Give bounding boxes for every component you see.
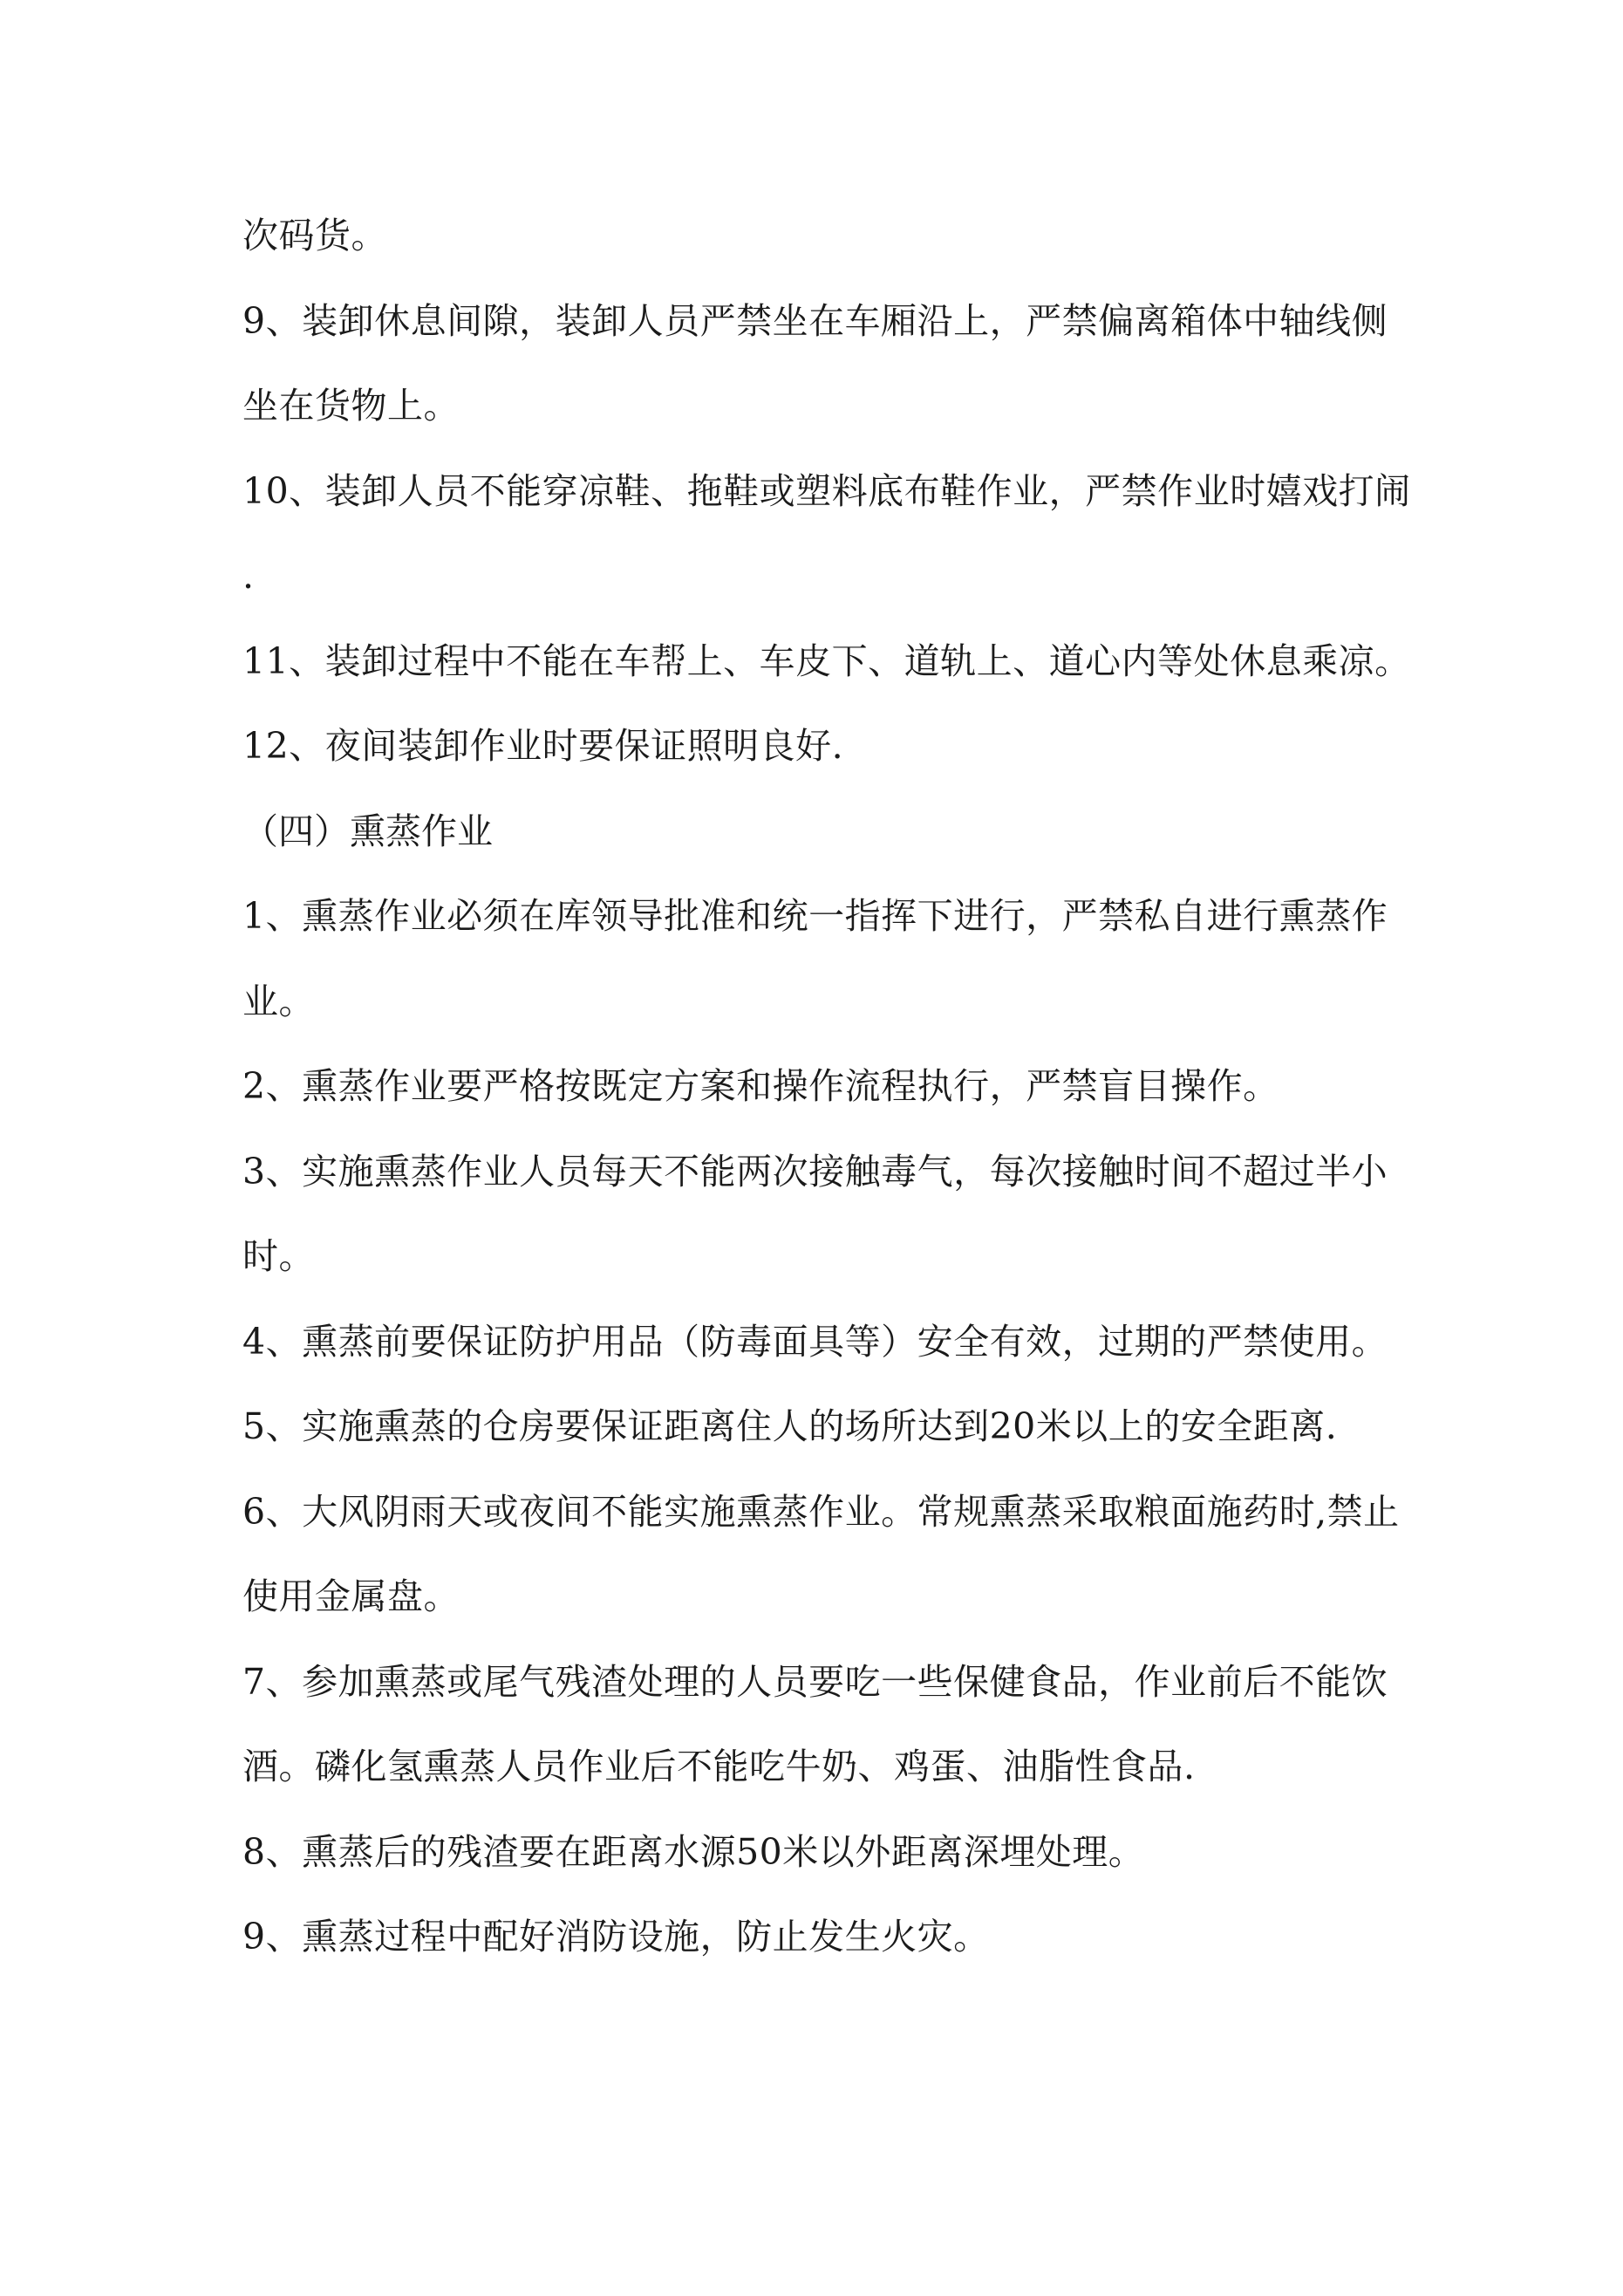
- text-line: 12、夜间装卸作业时要保证照明良好.: [242, 725, 844, 767]
- text-line: 次码货。: [242, 215, 387, 256]
- text-line: 5、实施熏蒸的仓房要保证距离住人的场所达到20米以上的安全距离.: [242, 1405, 1338, 1447]
- text-line: 1、熏蒸作业必须在库领导批准和统一指挥下进行，严禁私自进行熏蒸作: [242, 895, 1388, 937]
- text-line: 7、参加熏蒸或尾气残渣处理的人员要吃一些保健食品，作业前后不能饮: [242, 1660, 1388, 1703]
- text-line: 9、熏蒸过程中配好消防设施，防止发生火灾。: [242, 1916, 990, 1958]
- text-line: 坐在货物上。: [242, 385, 460, 427]
- text-line: 使用金属盘。: [242, 1575, 460, 1617]
- body-text: [242, 194, 1411, 1980]
- text-line: 3、实施熏蒸作业人员每天不能两次接触毒气，每次接触时间不超过半小: [242, 1150, 1388, 1192]
- text-line: 11、装卸过程中不能在车帮上、车皮下、道轨上、道心内等处休息乘凉。: [242, 639, 1411, 682]
- section-heading: （四）熏蒸作业: [242, 810, 493, 852]
- text-line: 4、熏蒸前要保证防护用品（防毒面具等）安全有效，过期的严禁使用。: [242, 1320, 1388, 1363]
- text-line: 9、装卸休息间隙，装卸人员严禁坐在车厢沿上，严禁偏离箱体中轴线侧: [242, 299, 1388, 342]
- text-line: 酒。磷化氢熏蒸人员作业后不能吃牛奶、鸡蛋、油脂性食品.: [242, 1746, 1196, 1787]
- text-line: .: [242, 555, 255, 597]
- text-line: 时。: [242, 1235, 315, 1277]
- text-line: 2、熏蒸作业要严格按既定方案和操作流程执行，严禁盲目操作。: [242, 1065, 1279, 1107]
- text-line: 业。: [242, 980, 315, 1022]
- text-line: 6、大风阴雨天或夜间不能实施熏蒸作业。常规熏蒸采取粮面施药时,禁止: [242, 1490, 1400, 1533]
- text-line: 10、装卸人员不能穿凉鞋、拖鞋或塑料底布鞋作业，严禁作业时嬉戏打闹: [242, 469, 1411, 512]
- text-line: 8、熏蒸后的残渣要在距离水源50米以外距离深埋处理。: [242, 1830, 1145, 1873]
